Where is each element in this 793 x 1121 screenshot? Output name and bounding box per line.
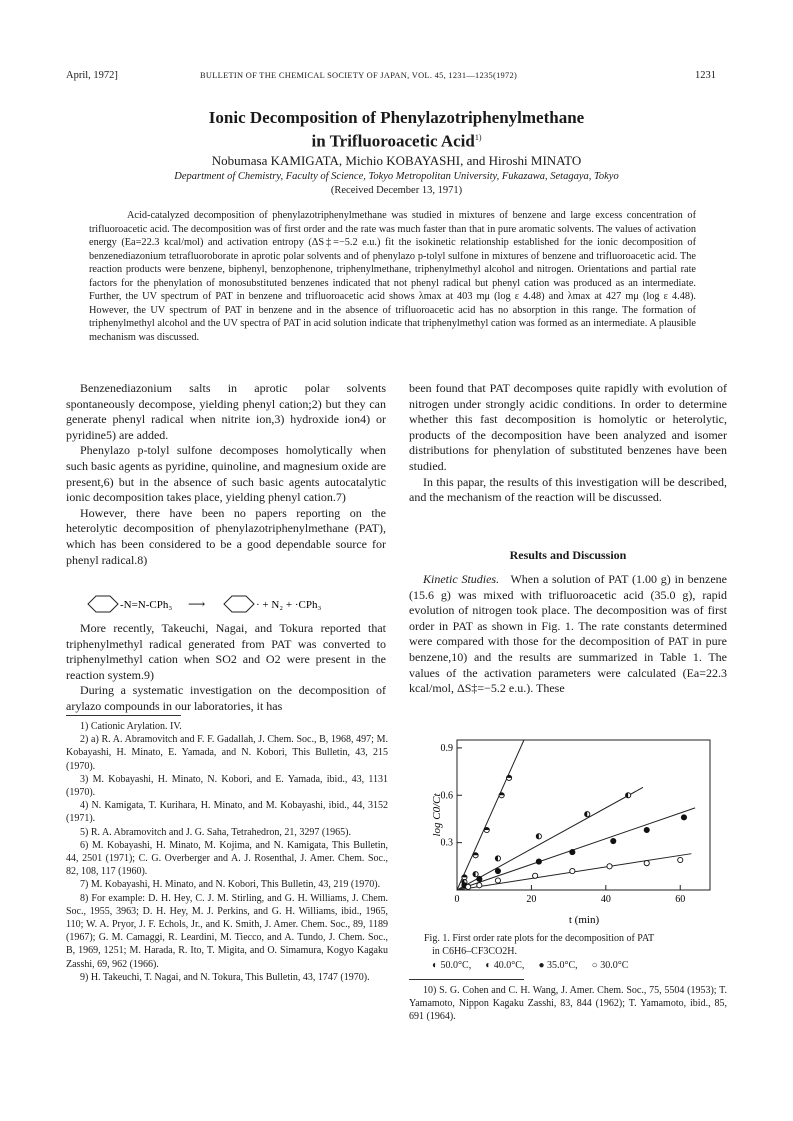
data-point-series-3 — [644, 861, 649, 866]
footnotes-right — [409, 984, 727, 1024]
paragraph: In this papar, the results of this investigation will be described, and the mechanism of the reaction will be discussed. — [409, 474, 727, 505]
data-point-series-3 — [466, 884, 471, 889]
caption-line-1: Fig. 1. First order rate plots for the decomposition of PAT — [424, 933, 655, 944]
data-point-series-2 — [644, 827, 649, 832]
footnote-divider — [66, 715, 181, 716]
scheme-reactant-label: -N=N-CPh₃ — [120, 599, 173, 611]
point-marker — [477, 883, 482, 888]
point-marker — [466, 884, 471, 889]
point-marker — [570, 868, 575, 873]
point-marker — [681, 815, 686, 820]
abstract-text: Acid-catalyzed decomposition of phenylazotriphenylmethane was studied in mixtures of benzene and large excess concentration of trifluoroacetic acid. The decomposition was of first order and the rate was much faster than that in pure aromatic solvents. The values of activation energy (Ea=22.3 kcal/mol) and activation entropy (ΔS‡=−5.2 e.u.) fit the isokinetic relationship established for the ionic decomposition of benzenediazonium tetrafluoroborate in aprotic polar solvents and of phenylazo p-tolyl sulfone in mixtures of benzene and trifluoroacetic acid. The reaction products were benzene, biphenyl, benzophenone, triphenylmethane, triphenylmethyl alcohol and nitrogen. Orientations and partial rate factors for the phenylation of monosubstituted benzenes indicated that not phenyl radical but phenyl cation was produced as an intermediate. Further, the UV spectrum of PAT in benzene and trifluoroacetic acid shows λmax at 403 mμ (log ε 4.48) and λmax at 427 mμ (log ε 4.48). However, the UV spectrum of PAT in benzene and in the absence of trifluoroacetic acid has no absorption in this range. The formation of triphenylmethyl alcohol and the UV spectra of PAT in acid solution indicate that triphenylmethyl cation was formed as an intermediate. A plausible mechanism was discussed. — [89, 210, 696, 343]
x-axis-label: t (min) — [568, 914, 600, 926]
point-marker — [570, 850, 575, 855]
data-point-series-3 — [678, 857, 683, 862]
data-point-series-3 — [477, 883, 482, 888]
footnotes-left — [66, 720, 388, 984]
reaction-scheme — [66, 593, 386, 615]
paragraph: Benzenediazonium salts in aprotic polar solvents spontaneously decompose, yielding phenyl cation;2) but they can generate phenyl radical when nitrite ion,3) hydroxide ion4) or pyridine5) are added. — [66, 381, 386, 442]
footnote: 2) a) R. A. Abramovitch and F. F. Gadallah, J. Chem. Soc., B, 1968, 497; M. Kobayashi, H. Minato, E. Yamada, and N. Kobori, This Bulletin, 43, 215 (1970). — [66, 734, 388, 772]
data-point-series-1 — [473, 872, 478, 877]
data-point-series-0 — [499, 793, 504, 798]
data-point-series-2 — [570, 850, 575, 855]
paragraph: More recently, Takeuchi, Nagai, and Tokura reported that triphenylmethyl radical generated from PAT was converted to triphenylmethyl cation when SO2 and O2 were present in the reaction system.9) — [66, 621, 386, 682]
paragraph: been found that PAT decomposes quite rapidly with evolution of nitrogen under strongly acidic conditions. In order to determine whether this fast decomposition is homolytic or heterolytic, products of the decomposition have been analyzed and isomer distributions for phenylation of substituted benzenes have been studied. — [409, 381, 727, 473]
article-title — [0, 108, 793, 152]
plot-frame — [457, 740, 710, 890]
fit-line-series-0 — [457, 740, 524, 890]
data-point-series-2 — [536, 859, 541, 864]
legend-item-40c: ◐ 40.0°C, — [485, 960, 525, 971]
paragraph: However, there have been no papers reporting on the heterolytic decomposition of phenylazotriphenylmethane (PAT), which has been considered to be a good dependable source for phenyl radical.8) — [66, 505, 386, 567]
paragraph: During a systematic investigation on the decomposition of arylazo compounds in our laboratories, it has — [66, 683, 386, 713]
point-marker — [495, 868, 500, 873]
footnote-divider — [409, 979, 524, 980]
affiliation: Department of Chemistry, Faculty of Science, Tokyo Metropolitan University, Fukazawa, Setagaya, Tokyo — [174, 171, 619, 182]
reaction-scheme-graphic — [66, 593, 386, 615]
footnote: 6) M. Kobayashi, H. Minato, M. Kojima, and N. Kamigata, This Bulletin, 44, 2501 (1971); C. G. Overberger and A. J. Rosenthal, J. Amer. Chem. Soc., 82, 108, 117 (1960). — [66, 839, 388, 878]
received-date: (Received December 13, 1971) — [330, 185, 463, 196]
data-point-series-0 — [506, 775, 511, 780]
data-point-series-2 — [681, 815, 686, 820]
point-marker — [533, 873, 538, 878]
left-column-upper — [66, 381, 386, 568]
footnote: 4) N. Kamigata, T. Kurihara, H. Minato, and M. Kobayashi, ibid., 44, 3152 (1971). — [66, 800, 388, 825]
footnote: 10) S. G. Cohen and C. H. Wang, J. Amer. Chem. Soc., 75, 5504 (1953); T. Yamamoto, Nippon Kagaku Zasshi, 83, 844 (1962); T. Yamamoto, ibid., 85, 691 (1964). — [409, 985, 727, 1023]
legend-item-50c: ◐ 50.0°C, — [432, 960, 472, 971]
data-point-series-0 — [473, 853, 478, 858]
x-tick-label: 40 — [600, 894, 611, 905]
point-marker — [678, 857, 683, 862]
header-page-number: 1231 — [695, 70, 716, 81]
footnote: 3) M. Kobayashi, H. Minato, N. Kobori, and E. Yamada, ibid., 43, 1131 (1970). — [66, 773, 388, 799]
legend-item-30c: ○ 30.0°C — [591, 960, 629, 971]
data-point-series-3 — [570, 868, 575, 873]
y-tick-label: 0.9 — [440, 742, 453, 754]
point-marker — [607, 864, 612, 869]
point-marker — [644, 861, 649, 866]
caption-line-2: in C6H6–CF3CO2H. — [432, 946, 518, 957]
reaction-arrow-icon: ⟶ — [188, 597, 206, 611]
footnote: 7) M. Kobayashi, H. Minato, and N. Kobori, This Bulletin, 43, 219 (1970). — [80, 879, 381, 891]
y-axis-label: log C0/Ct — [431, 793, 443, 837]
data-point-series-3 — [495, 878, 500, 883]
x-tick-label: 20 — [526, 894, 537, 905]
point-marker — [495, 878, 500, 883]
benzene-ring-icon — [88, 596, 118, 612]
figure-caption — [424, 932, 724, 972]
data-point-series-3 — [607, 864, 612, 869]
data-point-series-0 — [484, 827, 489, 832]
title-line-2: in Trifluoroacetic Acid$^{1)}$ — [311, 131, 482, 151]
footnote: 8) For example: D. H. Hey, C. J. M. Stirling, and G. H. Williams, J. Chem. Soc., 1955, 3963; D. H. Hey, M. J. Perkins, and G. H. Williams, ibid., 1965, 110; W. A. Pryor, J. F. Echols, Jr., and K. Smith, J. Amer. Chem. Soc., 89, 1189 (1967); G. M. Camaggi, R. Leardini, M. Tiecco, and A. Tundo, J. Chem. Soc., B, 1969, 1251; M. Harada, R. Ito, T. Migita, and O. Simamura, Kogyo Kagaku Zasshi, 69, 962 (1966). — [66, 892, 388, 970]
data-point-series-2 — [611, 838, 616, 843]
right-column-kinetics — [409, 572, 727, 697]
data-point-series-2 — [495, 868, 500, 873]
scheme-products-label: · + N₂ + ·CPh₃ — [256, 599, 322, 611]
paragraph-text: When a solution of PAT (1.00 g) in benzene (15.6 g) was mixed with trifluoroacetic acid (35.0 g), rapid evolution of nitrogen took place. The decomposition was of first order in PAT as shown in Fig. 1. The rate constants determined were compared with those for the decomposition of PAT in pure benzene,10) and the results are summarized in Table 1. The values of the activation parameters were calculated (Ea=22.3 kcal/mol, ΔS‡=−5.2 e.u.). These — [409, 572, 727, 696]
point-marker — [644, 827, 649, 832]
legend-item-35c: ● 35.0°C, — [538, 960, 578, 971]
footnote: 1) Cationic Arylation. IV. — [80, 721, 182, 732]
x-tick-label: 0 — [454, 894, 460, 905]
abstract — [89, 209, 696, 344]
author-list: Nobumasa KAMIGATA, Michio KOBAYASHI, and Hiroshi MINATO — [211, 153, 582, 168]
footnote: 9) H. Takeuchi, T. Nagai, and N. Tokura, This Bulletin, 43, 1747 (1970). — [80, 971, 370, 983]
point-marker — [611, 838, 616, 843]
paragraph — [409, 572, 727, 697]
left-column-lower — [66, 621, 386, 715]
y-tick-label: 0.6 — [440, 790, 453, 802]
data-point-series-2 — [477, 876, 482, 881]
data-point-series-1 — [626, 793, 631, 798]
header-date: April, 1972] — [66, 70, 118, 81]
title-line-1: Ionic Decomposition of Phenylazotriphenylmethane — [208, 108, 585, 127]
run-in-heading: Kinetic Studies. — [423, 572, 500, 586]
data-point-series-3 — [533, 873, 538, 878]
title-footnote-mark: 1) — [474, 133, 482, 142]
fit-line-series-2 — [457, 808, 695, 890]
rate-plot-chart — [424, 728, 714, 930]
y-tick-label: 0.3 — [440, 837, 453, 849]
x-tick-label: 60 — [675, 894, 686, 905]
footnote: 5) R. A. Abramovitch and J. G. Saha, Tetrahedron, 21, 3297 (1965). — [80, 826, 352, 838]
point-marker — [536, 859, 541, 864]
section-heading: Results and Discussion — [509, 548, 627, 562]
benzene-ring-icon — [224, 596, 254, 612]
right-column-upper — [409, 381, 727, 506]
data-point-series-1 — [536, 834, 541, 839]
paragraph: Phenylazo p-tolyl sulfone decomposes homolytically when such basic agents as pyridine, quinoline, and magnesium oxide are present,6) but in the absence of such basic agents autocatalytic ionic decomposition takes place, yielding phenyl cation.7) — [66, 443, 386, 505]
point-marker — [477, 876, 482, 881]
running-header — [66, 70, 716, 84]
header-journal: BULLETIN OF THE CHEMICAL SOCIETY OF JAPAN, VOL. 45, 1231—1235(1972) — [200, 71, 518, 80]
data-point-series-1 — [495, 856, 500, 861]
caption-legend — [424, 959, 724, 972]
data-point-series-1 — [585, 812, 590, 817]
